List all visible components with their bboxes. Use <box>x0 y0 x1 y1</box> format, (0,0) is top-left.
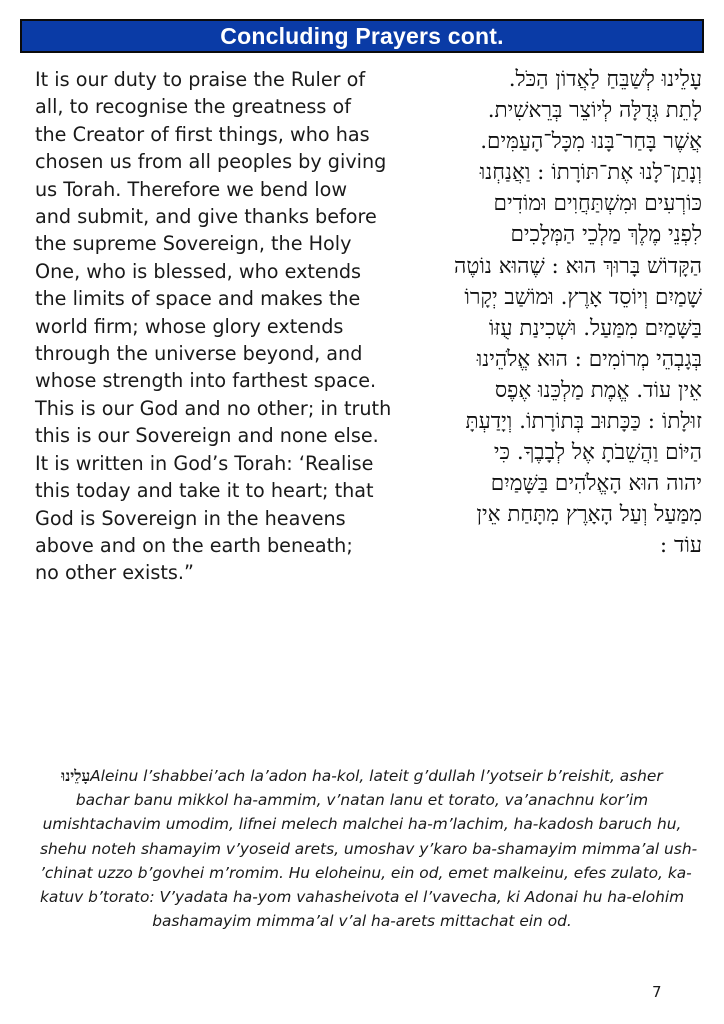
hebrew-line: וְנָתַן־לָנוּ אֶת־תּוֹרָתוֹ : וַאֲנַחְנוּ <box>479 160 702 186</box>
transliteration <box>40 764 698 933</box>
english-line: all, to recognise the greatness of <box>35 95 351 119</box>
transliteration-line: umishtachavim umodim, lifnei melech malchei ha-m’lachim, ha-kadosh baruch hu, <box>42 815 682 834</box>
transliteration-line: bachar banu mikkol ha-ammim, v’natan lanu et torato, va’anachnu kor’im <box>75 791 649 810</box>
english-line: the Creator of first things, who has <box>35 122 370 146</box>
hebrew-prayer-text <box>392 64 702 562</box>
hebrew-line: לָתֵת גְּדֻלָּה לְיוֹצֵר בְּרֵאשִׁית. <box>487 98 702 124</box>
english-line: no other exists.” <box>35 561 194 585</box>
english-line: It is written in God’s Torah: ‘Realise <box>35 451 374 475</box>
transliteration-line: bashamayim mimma’al v’al ha-arets mittachat ein od. <box>152 912 572 931</box>
title-bar <box>20 19 704 53</box>
hebrew-line: אֵין עוֹד. אֱמֶת מַלְכֵּנוּ אֶפֶס <box>494 377 702 403</box>
english-line: God is Sovereign in the heavens <box>35 506 346 530</box>
english-line: us Torah. Therefore we bend low <box>35 177 348 201</box>
english-line: above and on the earth beneath; <box>35 533 353 557</box>
hebrew-line: אֲשֶׁר בָּחַר־בָּנוּ מִכָּל־הָעַמִּים. <box>480 129 702 155</box>
hebrew-line: עָלֵינוּ לְשַׁבֵּחַ לַאֲדוֹן הַכֹּל. <box>508 67 702 92</box>
english-line: This is our God and no other; in truth <box>35 396 392 420</box>
english-line: world firm; whose glory extends <box>35 314 344 338</box>
english-line: the limits of space and makes the <box>35 287 361 311</box>
hebrew-line: בַּשָּׁמַיִם מִמַּעַל. וּשְׁכִינַת עֻזּוֹ <box>488 315 702 341</box>
hebrew-line: עוֹד : <box>659 533 702 559</box>
english-line: this today and take it to heart; that <box>35 479 374 503</box>
transliteration-hebrew-word: עָלֵינוּ <box>61 767 91 785</box>
hebrew-line: הַיּוֹם וַהֲשֵׁבֹתָ אֶל לְבָבֶךָ. כִּי <box>493 440 702 466</box>
hebrew-line: זוּלָתוֹ : כַּכָּתוּב בְּתוֹרָתוֹ. וְיָדַעְתָּ <box>465 409 702 435</box>
page-title: Concluding Prayers cont. <box>220 22 504 49</box>
hebrew-line: לִפְנֵי מֶלֶךְ מַלְכֵי הַמְּלָכִים <box>510 222 702 248</box>
english-line: chosen us from all peoples by giving <box>35 150 387 174</box>
transliteration-line: katuv b’torato: V’yadata ha-yom vahasheivota el l’vavecha, ki Adonai hu ha-elohim <box>40 888 685 907</box>
hebrew-line: בְּגָבְהֵי מְרוֹמִים : הוּא אֱלֹהֵינוּ <box>476 346 702 372</box>
english-translation <box>35 66 392 587</box>
transliteration-line <box>40 764 684 788</box>
english-line: whose strength into farthest space. <box>35 369 377 393</box>
english-line: this is our Sovereign and none else. <box>35 424 379 448</box>
page-number: 7 <box>652 983 662 1001</box>
hebrew-line: כּוֹרְעִים וּמִשְׁתַּחֲוִים וּמוֹדִים <box>493 191 702 217</box>
hebrew-line: יהוה הוּא הָאֱלֹהִים בַּשָּׁמַיִם <box>490 471 702 497</box>
hebrew-line: שָׁמַיִם וְיוֹסֵד אָרֶץ. וּמוֹשַׁב יְקָרוֹ <box>464 284 702 310</box>
english-line: One, who is blessed, who extends <box>35 259 362 283</box>
hebrew-line: מִמַּעַל וְעַל הָאָרֶץ מִתָּחַת אֵין <box>476 502 702 528</box>
transliteration-first-line: Aleinu l’shabbei’ach la’adon ha-kol, lateit g’dullah l’yotseir b’reishit, asher <box>90 767 663 785</box>
english-line: and submit, and give thanks before <box>35 205 377 229</box>
english-line: the supreme Sovereign, the Holy <box>35 232 352 256</box>
transliteration-line: ’chinat uzzo b’govhei m’romim. Hu eloheinu, ein od, emet malkeinu, efes zulato, ka- <box>40 863 692 882</box>
transliteration-line: shehu noteh shamayim v’yoseid arets, umoshav y’karo ba-shamayim mimma’al ush- <box>40 839 698 858</box>
hebrew-line: הַקָּדוֹשׁ בָּרוּךְ הוּא : שֶׁהוּא נוֹטֶה <box>454 253 702 279</box>
english-line: It is our duty to praise the Ruler of <box>35 68 366 91</box>
english-line: through the universe beyond, and <box>35 342 363 366</box>
